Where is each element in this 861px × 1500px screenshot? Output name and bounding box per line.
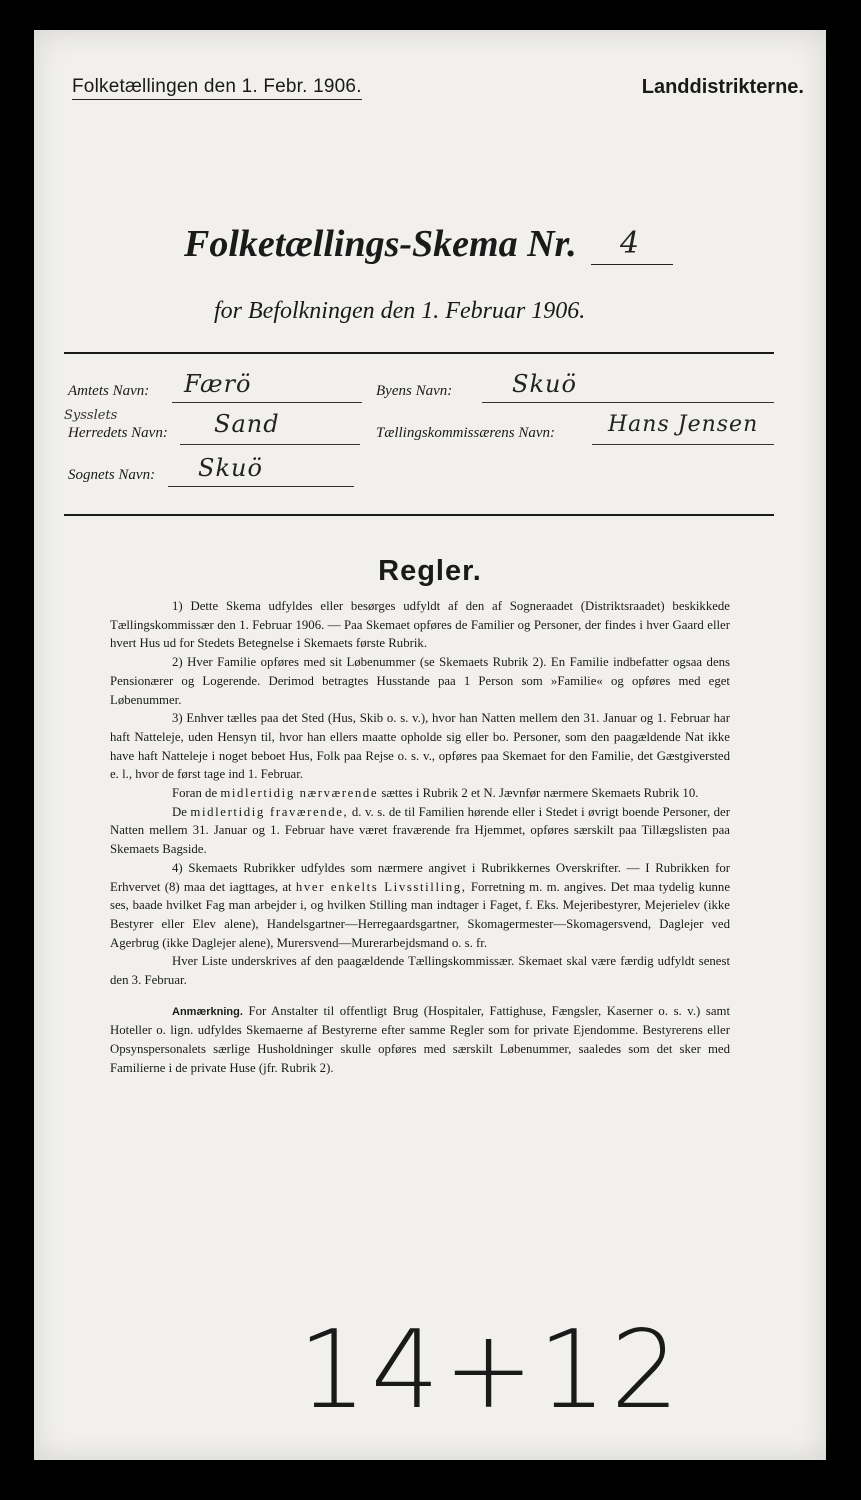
rule-3c-post: d. v. s. de til Familien hørende eller i Stedet i øvrigt boende Personer, der Natten mellem 31. Januar og 1. Februar have været fraværende fra Hjemmet, opføres særskilt paa Tillægslisten paa Skemaets Bagside. xyxy=(110,804,730,857)
kommissaer-label: Tællingskommissærens Navn: xyxy=(376,425,556,441)
rule-3b-post: sættes i Rubrik 2 et N. Jævnfør nærmere Skemaets Rubrik 10. xyxy=(381,786,699,801)
rule-4-post: Forretning m. m. angives. Det maa tydelig kunne ses, baade hvilket Fag man arbejder i, og hvilken Stilling man indtager i Faget, f. Eks. Mejeribestyrer, Mejerielev (ikke Bestyrer eller Elev alene), Handelsgartner—Herregaardsgartner, Skomagermester—Skomagersvend, Daglejer ved Agerbrug (ikke Daglejer alene), Murersvend—Murerarbejdsmand o. s. fr. xyxy=(110,879,731,950)
by-label: Byens Navn: xyxy=(376,383,453,399)
bottom-rule xyxy=(64,514,774,516)
note-text: For Anstalter til offentligt Brug (Hospitaler, Fattighuse, Fængsler, Kaserner o. s. v.) samt Hoteller o. lign. udfyldes Skemaerne af Bestyrerne efter samme Regler som for private Ejendomme. Bestyrerens eller Opsynspersonalets særlige Husholdninger skulle opføres med særskilt Løbenummer, saaledes som det sker med Familierne i de private Huse (jfr. Rubrik 2). xyxy=(110,1003,731,1075)
rule-4-emphasis: hver enkelts Livsstilling, xyxy=(295,879,467,894)
note-label: Anmærkning. xyxy=(172,1005,243,1018)
rule-note xyxy=(110,1002,730,1078)
header-census-date: Folketællingen den 1. Febr. 1906. xyxy=(72,76,362,100)
by-value: Skuö xyxy=(512,370,577,398)
rule-3c-emphasis: midlertidig fraværende, xyxy=(190,804,349,819)
rule-3b-pre: Foran de xyxy=(172,786,218,801)
form-subtitle: for Befolkningen den 1. Februar 1906. xyxy=(214,298,586,324)
header-district-type: Landdistrikterne. xyxy=(641,76,804,98)
sogn-label: Sognets Navn: xyxy=(68,467,156,483)
kommissaer-value: Hans Jensen xyxy=(608,412,759,437)
census-form-sheet xyxy=(34,30,826,1460)
bottom-handwritten-sum: 14+12 xyxy=(298,1308,684,1433)
form-number-handwritten: 4 xyxy=(620,226,640,261)
rule-5: Hver Liste underskrives af den paagældende Tællingskommissær. Skemaet skal være færdig udfyldt senest den 3. Februar. xyxy=(110,954,730,988)
sogn-value: Skuö xyxy=(198,454,263,482)
amt-label: Amtets Navn: xyxy=(68,383,150,399)
rules-heading: Regler. xyxy=(378,555,482,587)
rule-3b xyxy=(110,784,730,803)
herred-label: Herredets Navn: xyxy=(68,425,168,441)
rule-1: 1) Dette Skema udfyldes eller besørges udfyldt af den af Sogneraadet (Distriktsraadet) beskikkede Tællingskommissær den 1. Februar 1906. — Paa Skemaet opføres de Familier og Personer, der findes i hver Gaard eller hvert Hus ud for Stedets Betegnelse i Skemaets første Rubrik. xyxy=(110,599,730,651)
rule-3c-pre: De xyxy=(172,804,187,819)
top-rule xyxy=(64,352,774,354)
amt-value: Færö xyxy=(184,370,252,398)
rule-4 xyxy=(110,859,730,953)
rule-2: 2) Hver Familie opføres med sit Løbenummer (se Skemaets Rubrik 2). En Familie indbefatter ogsaa dens Pensionærer og Logerende. Derimod betragtes Husstande paa 1 Person som »Familie« og opføres med eget Løbenummer. xyxy=(110,655,730,707)
rule-3b-emphasis: midlertidig nærværende xyxy=(220,786,379,801)
rule-3c xyxy=(110,803,730,859)
rule-3: 3) Enhver tælles paa det Sted (Hus, Skib o. s. v.), hvor han Natten mellem den 31. Januar og 1. Februar har haft Natteleje, uden Hensyn til, hvor han ellers maatte opholde sig eller bo. Personer, som den paagældende Nat ikke have haft Natteleje i noget beboet Hus, Folk paa Rejse o. s. v., opføres paa Skemaet for den Familie, det Gæstgiversted e. l., hvor de først tage ind 1. Februar. xyxy=(110,711,730,782)
herred-annotation: Sysslets xyxy=(64,408,118,423)
form-title: Folketællings-Skema Nr. xyxy=(184,223,577,265)
rule-4-pre: 4) Skemaets Rubrikker udfyldes som nærmere angivet i Rubrikkernes Overskrifter. — I Rubrikken for Erhvervet (8) maa det iagttages, at xyxy=(110,860,730,894)
herred-value: Sand xyxy=(214,410,280,438)
rules-body xyxy=(110,597,730,1078)
